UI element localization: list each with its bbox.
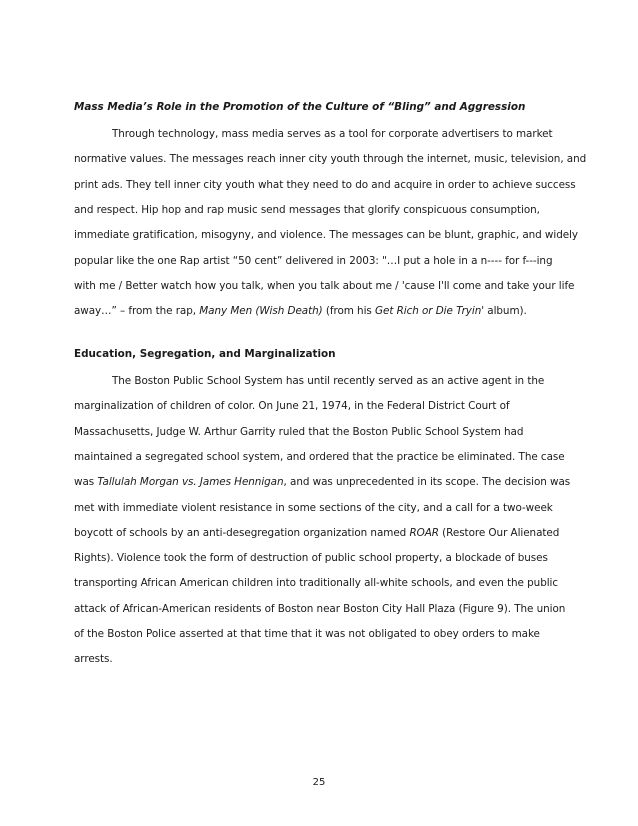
text-line: [74, 528, 559, 538]
text-run: normative values. The messages reach inner city youth through the internet, music, television, and: [74, 153, 587, 166]
text-line: [74, 154, 586, 164]
italic-text-run: Get Rich or Die Tryin': [375, 305, 485, 318]
italic-text-run: Tallulah Morgan vs. James Hennigan: [97, 476, 284, 489]
text-line: [74, 578, 558, 588]
text-run: with me / Better watch how you talk, when you talk about me / 'cause I'll come and take your life: [74, 279, 575, 292]
text-line: [74, 401, 510, 411]
text-run: marginalization of children of color. On June 21, 1974, in the Federal District Court of: [74, 400, 510, 413]
text-line: [74, 306, 527, 316]
text-line: [74, 604, 565, 614]
page-number: 25: [312, 777, 326, 788]
text-line: [74, 427, 523, 437]
text-run: arrests.: [74, 653, 113, 666]
text-line: [74, 503, 553, 513]
text-run: The Boston Public School System has until recently served as an active agent in the: [112, 375, 545, 387]
text-line: [112, 129, 553, 139]
text-run: Rights). Violence took the form of destruction of public school property, a blockade of buses: [74, 552, 548, 565]
italic-text-run: Many Men (Wish Death): [199, 305, 323, 318]
section-heading-education: Education, Segregation, and Marginalization: [74, 348, 336, 360]
text-line: [74, 452, 565, 462]
text-run: was: [74, 476, 98, 489]
section-heading-mass-media: Mass Media’s Role in the Promotion of the Culture of “Bling” and Aggression: [74, 101, 526, 113]
text-line: [74, 256, 552, 266]
text-line: [74, 553, 548, 563]
text-line: [74, 477, 570, 487]
text-run: (Restore Our Alienated: [438, 526, 560, 539]
text-run: of the Boston Police asserted at that time that it was not obligated to obey orders to make: [74, 628, 540, 640]
text-run: print ads. They tell inner city youth what they need to do and acquire in order to achieve success: [74, 178, 576, 191]
text-run: and respect. Hip hop and rap music send messages that glorify conspicuous consumption,: [74, 203, 540, 216]
text-line: [74, 205, 540, 215]
text-run: Through technology, mass media serves as a tool for corporate advertisers to market: [112, 128, 553, 140]
italic-text-run: ROAR: [409, 526, 439, 539]
text-line: [112, 376, 544, 386]
text-run: , and was unprecedented in its scope. The decision was: [283, 476, 571, 489]
text-run: maintained a segregated school system, and ordered that the practice be eliminated. The case: [74, 450, 565, 463]
text-run: (from his: [322, 305, 375, 318]
text-line: [74, 654, 113, 664]
text-run: attack of African-American residents of Boston near Boston City Hall Plaza (Figure 9). The union: [74, 602, 566, 615]
text-line: [74, 281, 574, 291]
text-line: [74, 180, 576, 190]
text-run: met with immediate violent resistance in some sections of the city, and a call for a two-week: [74, 501, 553, 514]
text-run: boycott of schools by an anti-desegregation organization named: [74, 526, 410, 539]
text-run: away…” – from the rap,: [74, 305, 200, 318]
text-run: popular like the one Rap artist “50 cent” delivered in 2003: "…I put a hole in a n---- for f---ing: [74, 254, 553, 267]
text-run: album).: [484, 305, 527, 318]
text-line: [74, 629, 540, 639]
text-run: Massachusetts, Judge W. Arthur Garrity ruled that the Boston Public School System had: [74, 425, 524, 438]
text-run: transporting African American children into traditionally all-white schools, and even the public: [74, 577, 559, 590]
text-run: immediate gratification, misogyny, and violence. The messages can be blunt, graphic, and widely: [74, 229, 578, 242]
text-line: [74, 230, 578, 240]
